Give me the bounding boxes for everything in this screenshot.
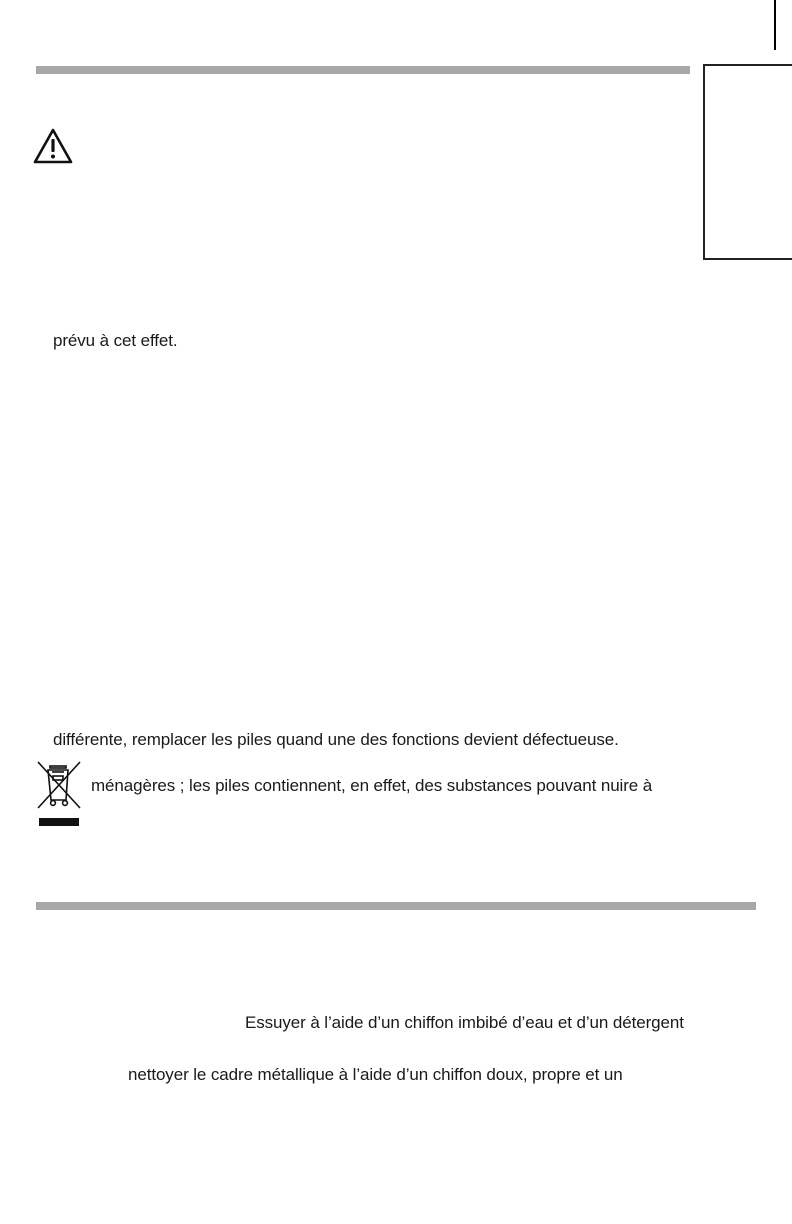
crop-mark — [774, 0, 776, 50]
crossed-out-bin-icon — [36, 760, 82, 810]
text-line-nettoyer: nettoyer le cadre métallique à l’aide d’un chiffon doux, propre et un — [128, 1065, 623, 1084]
warning-triangle-icon — [32, 127, 74, 165]
text-line-essuyer: Essuyer à l’aide d’un chiffon imbibé d’eau et d’un détergent — [245, 1013, 684, 1032]
section-divider-bottom — [36, 902, 756, 910]
text-line-menageres: ménagères ; les piles contiennent, en effet, des substances pouvant nuire à — [91, 776, 653, 795]
weee-underline-bar — [39, 818, 79, 826]
text-line-prevu: prévu à cet effet. — [53, 331, 178, 350]
section-divider-top — [36, 66, 690, 74]
text-line-remplacer-piles: différente, remplacer les piles quand une des fonctions devient défectueuse. — [53, 730, 619, 749]
side-tab-box — [703, 64, 792, 260]
